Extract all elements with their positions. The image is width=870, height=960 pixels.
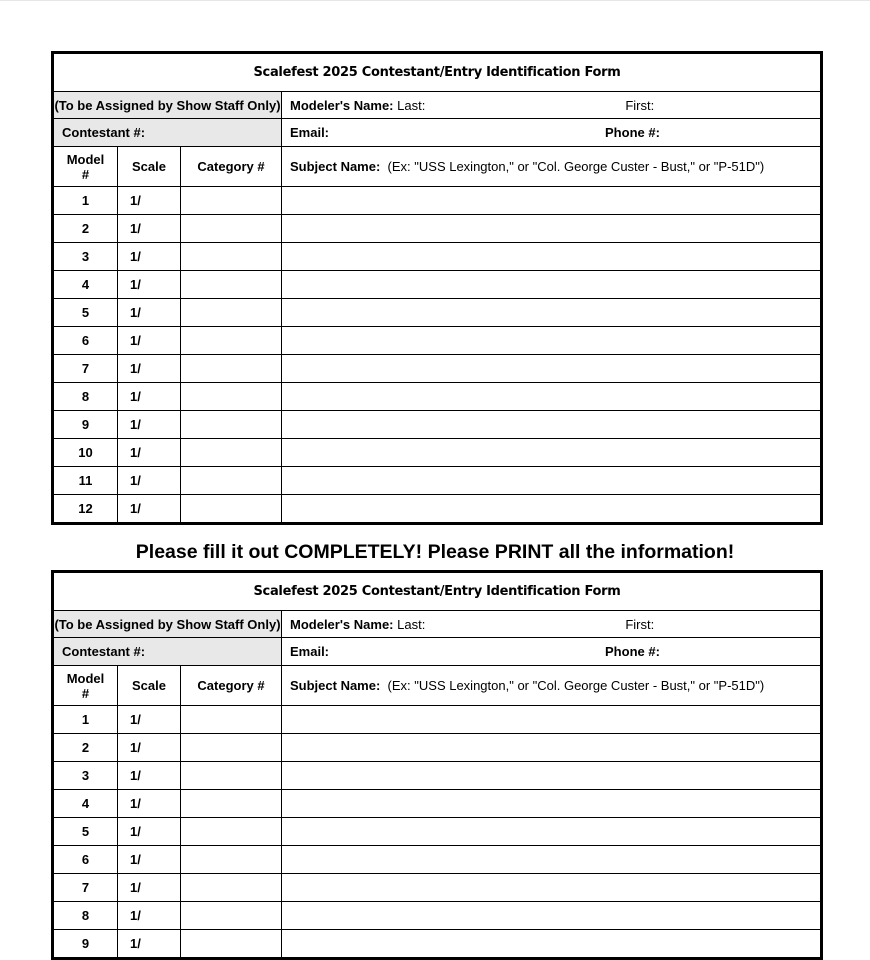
subject-name-field[interactable]	[282, 467, 821, 495]
model-number: 5	[54, 818, 118, 846]
subject-name-header: Subject Name: (Ex: "USS Lexington," or "Col. George Custer - Bust," or "P-51D")	[282, 147, 821, 187]
last-name-label: Last:	[397, 616, 426, 632]
model-number-header: Model #	[54, 147, 118, 187]
scale-field[interactable]: 1/	[118, 411, 181, 439]
model-number: 7	[54, 874, 118, 902]
scale-field[interactable]: 1/	[118, 215, 181, 243]
scale-field[interactable]: 1/	[118, 439, 181, 467]
model-number-header: Model #	[54, 666, 118, 706]
entry-row	[54, 874, 821, 902]
entry-form-1	[51, 51, 823, 525]
email-phone-field[interactable]	[282, 119, 821, 147]
subject-name-field[interactable]	[282, 383, 821, 411]
scale-field[interactable]: 1/	[118, 930, 181, 958]
email-phone-field[interactable]	[282, 638, 821, 666]
subject-name-field[interactable]	[282, 299, 821, 327]
form-table	[53, 53, 821, 523]
model-number: 3	[54, 762, 118, 790]
entry-row	[54, 187, 821, 215]
entry-form-2	[51, 570, 823, 960]
page-top-border	[0, 0, 870, 1]
model-number: 11	[54, 467, 118, 495]
category-field[interactable]	[181, 215, 282, 243]
model-number: 8	[54, 902, 118, 930]
email-label: Email:	[290, 125, 330, 140]
category-field[interactable]	[181, 355, 282, 383]
model-number: 9	[54, 930, 118, 958]
scale-field[interactable]: 1/	[118, 734, 181, 762]
staff-note: (To be Assigned by Show Staff Only)	[54, 611, 282, 638]
first-name-label: First:	[625, 97, 655, 113]
model-number: 6	[54, 327, 118, 355]
entry-row	[54, 902, 821, 930]
subject-name-field[interactable]	[282, 327, 821, 355]
scale-field[interactable]: 1/	[118, 846, 181, 874]
scale-field[interactable]: 1/	[118, 762, 181, 790]
entry-row	[54, 467, 821, 495]
category-field[interactable]	[181, 762, 282, 790]
model-number: 9	[54, 411, 118, 439]
subject-name-field[interactable]	[282, 818, 821, 846]
subject-name-field[interactable]	[282, 215, 821, 243]
category-field[interactable]	[181, 411, 282, 439]
entry-row	[54, 762, 821, 790]
form-title: Scalefest 2025 Contestant/Entry Identification Form	[54, 573, 821, 611]
category-field[interactable]	[181, 187, 282, 215]
model-number: 6	[54, 846, 118, 874]
email-label: Email:	[290, 644, 330, 659]
category-field[interactable]	[181, 271, 282, 299]
modeler-name-label: Modeler's Name:	[290, 97, 394, 113]
model-number: 4	[54, 271, 118, 299]
entry-row	[54, 327, 821, 355]
subject-name-field[interactable]	[282, 495, 821, 523]
scale-field[interactable]: 1/	[118, 271, 181, 299]
first-name-label: First:	[625, 616, 655, 632]
entry-row	[54, 439, 821, 467]
scale-field[interactable]: 1/	[118, 355, 181, 383]
subject-name-field[interactable]	[282, 734, 821, 762]
subject-name-field[interactable]	[282, 790, 821, 818]
phone-label: Phone #:	[605, 125, 660, 140]
model-number: 5	[54, 299, 118, 327]
scale-header: Scale	[118, 147, 181, 187]
category-field[interactable]	[181, 706, 282, 734]
subject-name-field[interactable]	[282, 930, 821, 958]
scale-field[interactable]: 1/	[118, 327, 181, 355]
staff-note: (To be Assigned by Show Staff Only)	[54, 92, 282, 119]
entry-row	[54, 818, 821, 846]
subject-name-field[interactable]	[282, 271, 821, 299]
entry-row	[54, 930, 821, 958]
model-number: 8	[54, 383, 118, 411]
category-field[interactable]	[181, 467, 282, 495]
scale-field[interactable]: 1/	[118, 818, 181, 846]
scale-header: Scale	[118, 666, 181, 706]
entry-row	[54, 706, 821, 734]
last-name-label: Last:	[397, 97, 426, 113]
category-field[interactable]	[181, 439, 282, 467]
category-field[interactable]	[181, 327, 282, 355]
contestant-number-field[interactable]: Contestant #:	[54, 119, 282, 147]
phone-label: Phone #:	[605, 644, 660, 659]
model-number: 1	[54, 187, 118, 215]
category-field[interactable]	[181, 846, 282, 874]
category-field[interactable]	[181, 874, 282, 902]
category-field[interactable]	[181, 299, 282, 327]
modeler-name-field[interactable]	[282, 611, 821, 638]
entry-row	[54, 383, 821, 411]
scale-field[interactable]: 1/	[118, 790, 181, 818]
modeler-name-field[interactable]	[282, 92, 821, 119]
subject-name-field[interactable]	[282, 846, 821, 874]
scale-field[interactable]: 1/	[118, 243, 181, 271]
category-field[interactable]	[181, 243, 282, 271]
category-field[interactable]	[181, 902, 282, 930]
entry-row	[54, 243, 821, 271]
entry-row	[54, 790, 821, 818]
category-field[interactable]	[181, 930, 282, 958]
entry-row	[54, 846, 821, 874]
scale-field[interactable]: 1/	[118, 299, 181, 327]
subject-name-field[interactable]	[282, 902, 821, 930]
scale-field[interactable]: 1/	[118, 706, 181, 734]
entry-row	[54, 215, 821, 243]
category-field[interactable]	[181, 383, 282, 411]
scale-field[interactable]: 1/	[118, 495, 181, 523]
subject-name-field[interactable]	[282, 187, 821, 215]
model-number: 1	[54, 706, 118, 734]
form-title: Scalefest 2025 Contestant/Entry Identification Form	[54, 54, 821, 92]
modeler-name-label: Modeler's Name:	[290, 616, 394, 632]
contestant-number-field[interactable]: Contestant #:	[54, 638, 282, 666]
scale-field[interactable]: 1/	[118, 187, 181, 215]
scale-field[interactable]: 1/	[118, 902, 181, 930]
model-number: 10	[54, 439, 118, 467]
subject-name-header: Subject Name: (Ex: "USS Lexington," or "Col. George Custer - Bust," or "P-51D")	[282, 666, 821, 706]
entry-row	[54, 734, 821, 762]
entry-row	[54, 495, 821, 523]
subject-name-field[interactable]	[282, 762, 821, 790]
category-field[interactable]	[181, 818, 282, 846]
entry-row	[54, 355, 821, 383]
fill-out-notice: Please fill it out COMPLETELY! Please PRINT all the information!	[135, 541, 735, 563]
subject-name-field[interactable]	[282, 439, 821, 467]
form-table	[53, 572, 821, 958]
scale-field[interactable]: 1/	[118, 383, 181, 411]
category-field[interactable]	[181, 734, 282, 762]
category-field[interactable]	[181, 495, 282, 523]
model-number: 3	[54, 243, 118, 271]
category-header: Category #	[181, 147, 282, 187]
subject-name-field[interactable]	[282, 243, 821, 271]
subject-name-field[interactable]	[282, 411, 821, 439]
scale-field[interactable]: 1/	[118, 467, 181, 495]
subject-name-field[interactable]	[282, 355, 821, 383]
entry-row	[54, 411, 821, 439]
model-number: 12	[54, 495, 118, 523]
model-number: 7	[54, 355, 118, 383]
entry-row	[54, 271, 821, 299]
category-field[interactable]	[181, 790, 282, 818]
model-number: 4	[54, 790, 118, 818]
model-number: 2	[54, 215, 118, 243]
category-header: Category #	[181, 666, 282, 706]
model-number: 2	[54, 734, 118, 762]
subject-name-field[interactable]	[282, 706, 821, 734]
scale-field[interactable]: 1/	[118, 874, 181, 902]
entry-row	[54, 299, 821, 327]
subject-name-field[interactable]	[282, 874, 821, 902]
